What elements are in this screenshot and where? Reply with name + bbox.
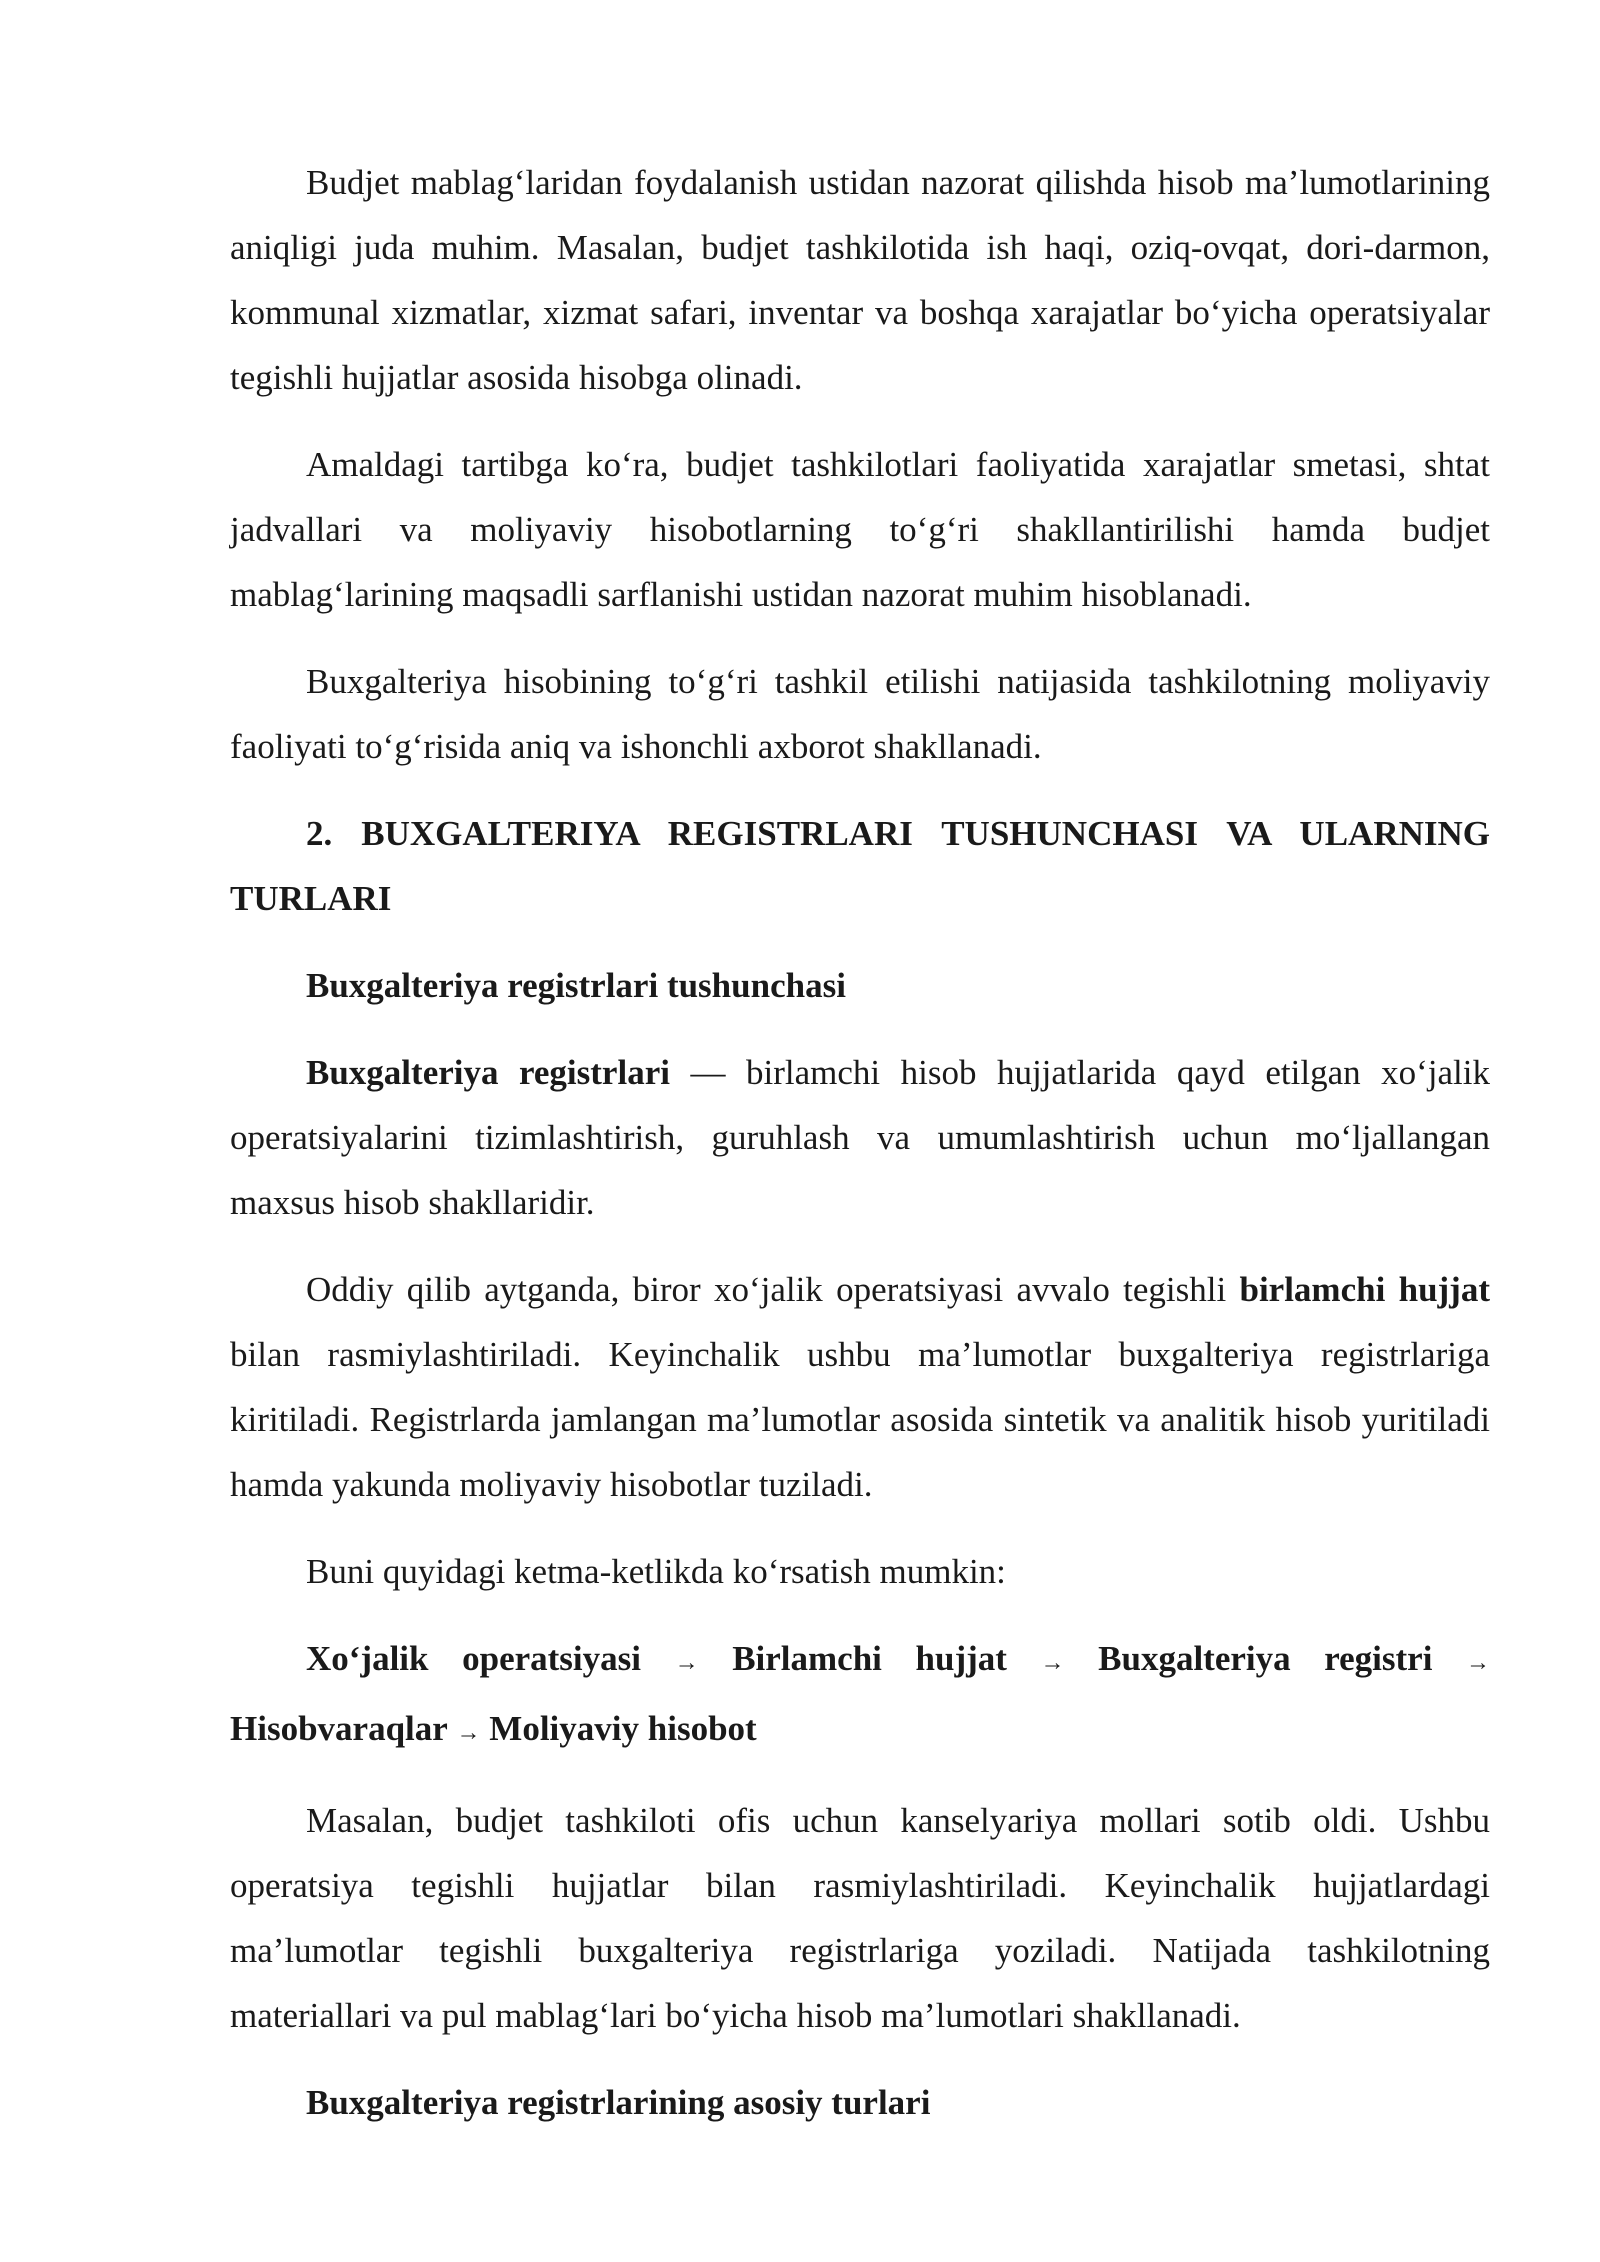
document-page: [230, 150, 1490, 2135]
paragraph-accounting-result: Buxgalteriya hisobining to‘g‘ri tashkil etilishi natijasida tashkilotning moliyaviy faoliyati to‘g‘risida aniq va ishonchli axborot shakllanadi.: [230, 662, 1490, 766]
sequence-step-primary-document: Birlamchi hujjat: [732, 1639, 1007, 1678]
arrow-icon: →: [1040, 1650, 1065, 1676]
explanation-after: bilan rasmiylashtiriladi. Keyinchalik ushbu ma’lumotlar buxgalteriya registrlariga kiritiladi. Registrlarda jamlangan ma’lumotlar asosida sintetik va analitik hisob yuritiladi hamda yakunda moliyaviy hisobotlar tuziladi.: [230, 1335, 1490, 1504]
paragraph-sequence-intro: Buni quyidagi ketma-ketlikda ko‘rsatish mumkin:: [306, 1552, 1006, 1591]
subheading-register-types: Buxgalteriya registrlarining asosiy turlari: [306, 2083, 931, 2122]
arrow-icon: →: [456, 1720, 481, 1746]
sequence-flow: [230, 1626, 1490, 1766]
paragraph-definition: [230, 1040, 1490, 1235]
section-heading: 2. BUXGALTERIYA REGISTRLARI TUSHUNCHASI VA ULARNING TURLARI: [230, 814, 1490, 918]
arrow-icon: →: [674, 1650, 699, 1676]
sequence-step-financial-report: Moliyaviy hisobot: [489, 1709, 757, 1748]
sequence-step-register: Buxgalteriya registri: [1098, 1639, 1433, 1678]
definition-text: — birlamchi hisob hujjatlarida qayd etilgan xo‘jalik operatsiyalarini tizimlashtirish, guruhlash va umumlashtirish uchun mo‘ljallangan maxsus hisob shakllaridir.: [230, 1053, 1491, 1222]
arrow-icon: →: [1466, 1650, 1491, 1676]
paragraph-explanation: [230, 1257, 1490, 1517]
paragraph-current-procedure: Amaldagi tartibga ko‘ra, budjet tashkilotlari faoliyatida xarajatlar smetasi, shtat jadvallari va moliyaviy hisobotlarning to‘g‘ri shakllantirilishi hamda budjet mablag‘larining maqsadli sarflanishi ustidan nazorat muhim hisoblanadi.: [230, 445, 1490, 614]
paragraph-example: Masalan, budjet tashkiloti ofis uchun kanselyariya mollari sotib oldi. Ushbu operatsiya tegishli hujjatlar bilan rasmiylashtiriladi. Keyinchalik hujjatlardagi ma’lumotlar tegishli buxgalteriya registrlariga yoziladi. Natijada tashkilotning materiallari va pul mablag‘lari bo‘yicha hisob ma’lumotlari shakllanadi.: [230, 1801, 1490, 2035]
subheading-registers-concept: Buxgalteriya registrlari tushunchasi: [306, 966, 846, 1005]
sequence-step-accounts: Hisobvaraqlar: [230, 1709, 448, 1748]
paragraph-budget-control: Budjet mablag‘laridan foydalanish ustidan nazorat qilishda hisob ma’lumotlarining aniqligi juda muhim. Masalan, budjet tashkilotida ish haqi, oziq-ovqat, dori-darmon, kommunal xizmatlar, xizmat safari, inventar va boshqa xarajatlar bo‘yicha operatsiyalar tegishli hujjatlar asosida hisobga olinadi.: [230, 163, 1490, 397]
explanation-before: Oddiy qilib aytganda, biror xo‘jalik operatsiyasi avvalo tegishli: [306, 1270, 1240, 1309]
definition-term: Buxgalteriya registrlari: [306, 1053, 670, 1092]
sequence-step-operation: Xo‘jalik operatsiyasi: [306, 1639, 641, 1678]
explanation-bold: birlamchi hujjat: [1239, 1270, 1490, 1309]
